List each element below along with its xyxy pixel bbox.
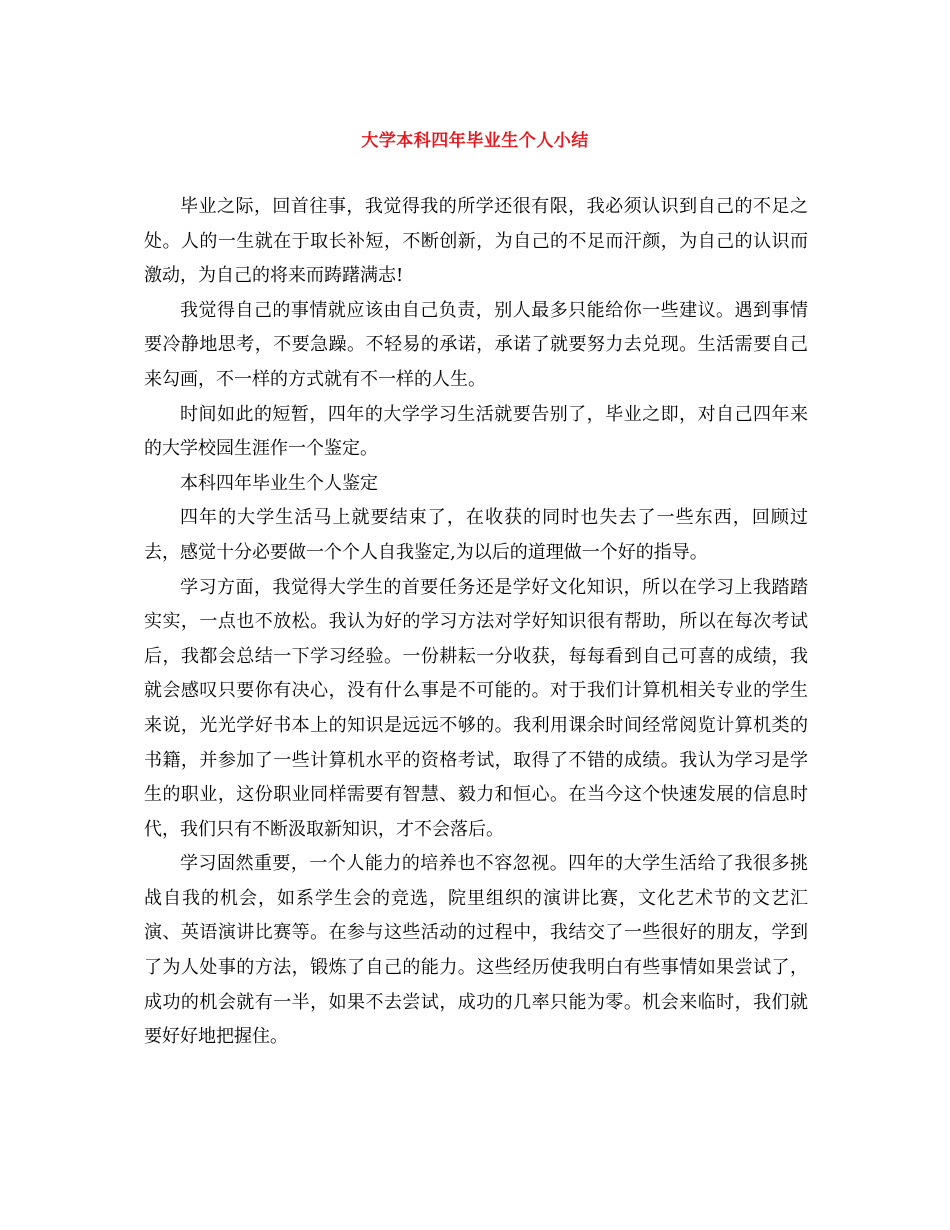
document-title: 大学本科四年毕业生个人小结 xyxy=(361,131,589,151)
document-body xyxy=(144,190,808,1055)
paragraph-2: 我觉得自己的事情就应该由自己负责，别人最多只能给你一些建议。遇到事情要冷静地思考，不要急躁。不轻易的承诺，承诺了就要努力去兑现。生活需要自己来勾画，不一样的方式就有不一样的人生。 xyxy=(144,299,808,390)
paragraph-3: 时间如此的短暂，四年的大学学习生活就要告别了，毕业之即，对自己四年来的大学校园生涯作一个鉴定。 xyxy=(144,403,808,460)
paragraph-1: 毕业之际，回首往事，我觉得我的所学还很有限，我必须认识到自己的不足之处。人的一生就在于取长补短，不断创新，为自己的不足而汗颜，为自己的认识而激动，为自己的将来而踌躇满志! xyxy=(144,196,808,287)
paragraph-5: 学习方面，我觉得大学生的首要任务还是学好文化知识，所以在学习上我踏踏实实，一点也不放松。我认为好的学习方法对学好知识很有帮助，所以在每次考试后，我都会总结一下学习经验。一份耕耘一分收获，每每看到自己可喜的成绩，我就会感叹只要你有决心，没有什么事是不可能的。对于我们计算机相关专业的学生来说，光光学好书本上的知识是远远不够的。我利用课余时间经常阅览计算机类的书籍，并参加了一些计算机水平的资格考试，取得了不错的成绩。我认为学习是学生的职业，这份职业同样需要有智慧、毅力和恒心。在当今这个快速发展的信息时代，我们只有不断汲取新知识，才不会落后。 xyxy=(144,576,808,840)
section-heading: 本科四年毕业生个人鉴定 xyxy=(180,472,378,494)
paragraph-4: 四年的大学生活马上就要结束了，在收获的同时也失去了一些东西，回顾过去，感觉十分必要做一个个人自我鉴定,为以后的道理做一个好的指导。 xyxy=(144,507,808,563)
paragraph-6: 学习固然重要，一个人能力的培养也不容忽视。四年的大学生活给了我很多挑战自我的机会，如系学生会的竞选，院里组织的演讲比赛，文化艺术节的文艺汇演、英语演讲比赛等。在参与这些活动的过程中，我结交了一些很好的朋友，学到了为人处事的方法，锻炼了自己的能力。这些经历使我明白有些事情如果尝试了，成功的机会就有一半，如果不去尝试，成功的几率只能为零。机会来临时，我们就要好好地把握住。 xyxy=(144,853,808,1048)
